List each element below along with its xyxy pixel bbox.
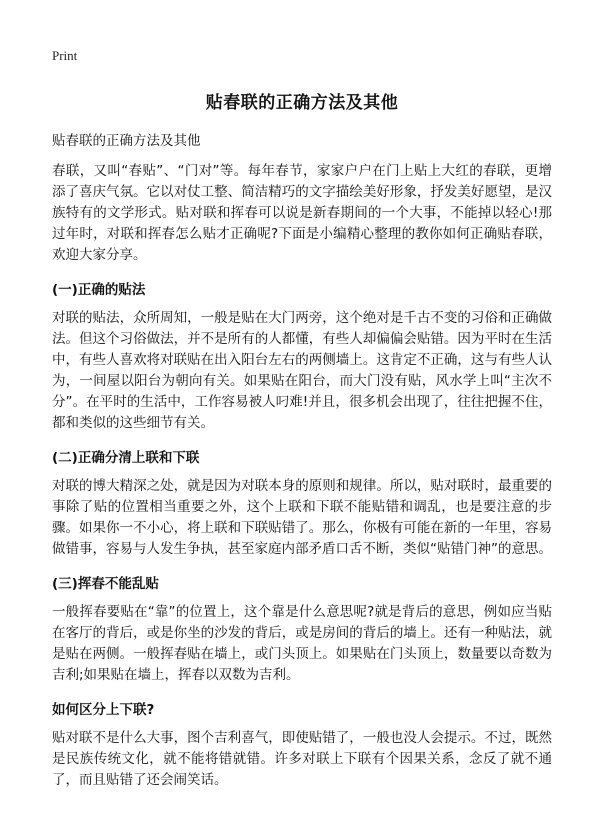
article-subtitle: 贴春联的正确方法及其他 — [52, 133, 201, 149]
print-label: Print — [52, 48, 78, 63]
section-3 — [52, 572, 552, 686]
section-paragraph: 一般挥春要贴在“靠”的位置上，这个靠是什么意思呢?就是背后的意思，例如应当贴在客厅的背后，或是你坐的沙发的背后，或是房间的背后的墙上。还有一种贴法，就是贴在两侧。一般挥春贴在墙上，或门头顶上。如果贴在门头顶上，数量要以奇数为吉利;如果贴在墙上，挥春以双数为吉利。 — [52, 604, 552, 683]
section-paragraph: 贴对联不是什么大事，图个吉利喜气，即使贴错了，一般也没人会提示。不过，既然是民族传统文化，就不能将错就错。许多对联上下联有个因果关系，念反了就不通了，而且贴错了还会闹笑话。 — [52, 730, 552, 788]
section-heading: (一)正确的贴法 — [52, 282, 146, 298]
section-heading: 如何区分上下联? — [52, 702, 155, 718]
article-title: 贴春联的正确方法及其他 — [205, 93, 399, 113]
section-4 — [52, 698, 552, 791]
section-2 — [52, 446, 552, 560]
section-paragraph: 对联的贴法，众所周知，一般是贴在大门两旁，这个绝对是千古不变的习俗和正确做法。但这个习俗做法，并不是所有的人都懂，有些人却偏偏会贴错。因为平时在生活中，有些人喜欢将对联贴在出入阳台左右的两侧墙上。这肯定不正确，这与有些人认为，一间屋以阳台为朝向有关。如果贴在阳台，而大门没有贴，风水学上叫“主次不分”。在平时的生活中，工作容易被人叼难!并且，很多机会出现了，往往把握不住，都和类似的这些细节有关。 — [52, 310, 552, 431]
section-paragraph: 对联的博大精深之处，就是因为对联本身的原则和规律。所以，贴对联时，最重要的事除了贴的位置相当重要之外，这个上联和下联不能贴错和调乱，也是要注意的步骤。如果你一不小心，将上联和下联贴错了。那么，你极有可能在新的一年里，容易做错事，容易与人发生争执，甚至家庭内部矛盾口舌不断，类似“贴错门神”的意思。 — [52, 478, 552, 557]
section-heading: (二)正确分清上联和下联 — [52, 450, 200, 466]
intro-paragraph: 春联，又叫“春贴”、“门对”等。每年春节，家家户户在门上贴上大红的春联，更增添了喜庆气氛。它以对仗工整、简洁精巧的文字描绘美好形象，抒发美好愿望，是汉族特有的文学形式。贴对联和挥春可以说是新春期间的一个大事，不能掉以轻心!那过年时，对联和挥春怎么贴才正确呢?下面是小编精心整理的教你如何正确贴春联，欢迎大家分享。 — [52, 163, 552, 263]
section-heading: (三)挥春不能乱贴 — [52, 576, 159, 592]
section-1 — [52, 278, 552, 434]
